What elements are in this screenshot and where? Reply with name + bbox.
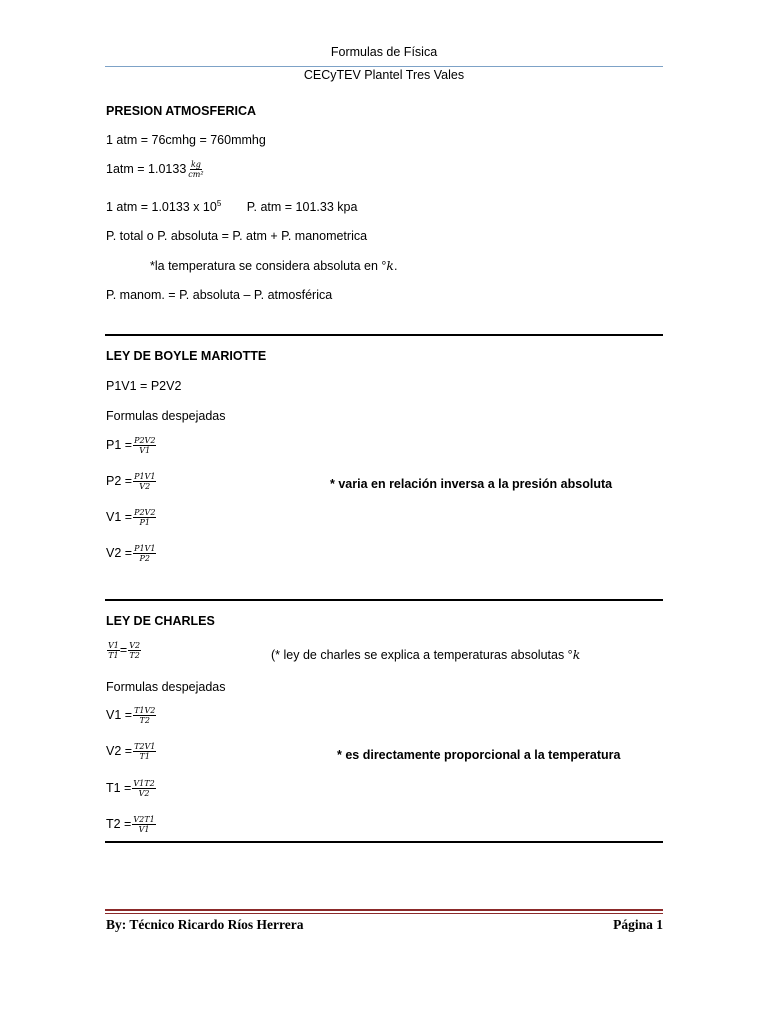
boyle-formula: P2 = $\frac{P1V1}{V2}$ (106, 472, 156, 491)
boyle-despejadas-label: Formulas despejadas (106, 409, 226, 423)
presion-line-3: 1 atm = 1.0133 x $10^5$ P. atm = 101.33 kpa (106, 199, 358, 214)
fraction-kg-cm2: $\frac{kg}{\text{cm²}}$ (188, 160, 204, 179)
presion-line-1: 1 atm = 76cmhg = 760mmhg (106, 133, 266, 147)
boyle-note: * varia en relación inversa a la presión absoluta (330, 477, 613, 491)
document-subtitle: CECyTEV Plantel Tres Vales (303, 68, 465, 82)
boyle-formula: V2 = $\frac{P1V1}{P2}$ (106, 544, 156, 563)
presion-line-4: P. total o P. absoluta = P. atm + P. manometrica (106, 229, 368, 243)
presion-line-5: P. manom. = P. absoluta – P. atmosférica (106, 288, 333, 302)
charles-note-proporcional: * es directamente proporcional a la temperatura (337, 748, 621, 762)
section-heading-charles: LEY DE CHARLES (106, 614, 215, 628)
section-divider (105, 334, 663, 336)
footer-author: By: Técnico Ricardo Ríos Herrera (106, 917, 304, 932)
charles-formula: T2 = $\frac{V2T1}{V1}$ (106, 815, 155, 834)
footer-divider (105, 909, 663, 911)
boyle-equation: P1V1 = P2V2 (106, 379, 182, 393)
header-divider (105, 66, 663, 67)
charles-despejadas-label: Formulas despejadas (106, 680, 226, 694)
boyle-formula: P1 = $\frac{P2V2}{V1}$ (106, 436, 156, 455)
charles-formula: V1 = $\frac{T1V2}{T2}$ (106, 706, 156, 725)
charles-note-absolute: (* ley de charles se explica a temperaturas absolutas °k (271, 647, 581, 662)
charles-formula: V2 = $\frac{T2V1}{T1}$ (106, 742, 156, 761)
document-title: Formulas de Física (330, 45, 438, 59)
charles-equation: $\frac{V1}{T1}$ = $\frac{V2}{T2}$ (108, 641, 141, 660)
footer-page-number: Página 1 (613, 917, 663, 932)
section-heading-boyle: LEY DE BOYLE MARIOTTE (106, 349, 267, 363)
charles-formula: T1 = $\frac{V1T2}{V2}$ (106, 779, 155, 798)
section-divider (105, 599, 663, 601)
boyle-formula: V1 = $\frac{P2V2}{P1}$ (106, 508, 156, 527)
section-heading-presion: PRESION ATMOSFERICA (106, 104, 257, 118)
presion-line-2: 1atm = 1.0133 $\frac{kg}{\text{cm²}}$ (106, 160, 204, 179)
footer-divider-thin (105, 913, 663, 914)
section-divider (105, 841, 663, 843)
presion-note: *la temperatura se considera absoluta en °k. (150, 258, 398, 273)
